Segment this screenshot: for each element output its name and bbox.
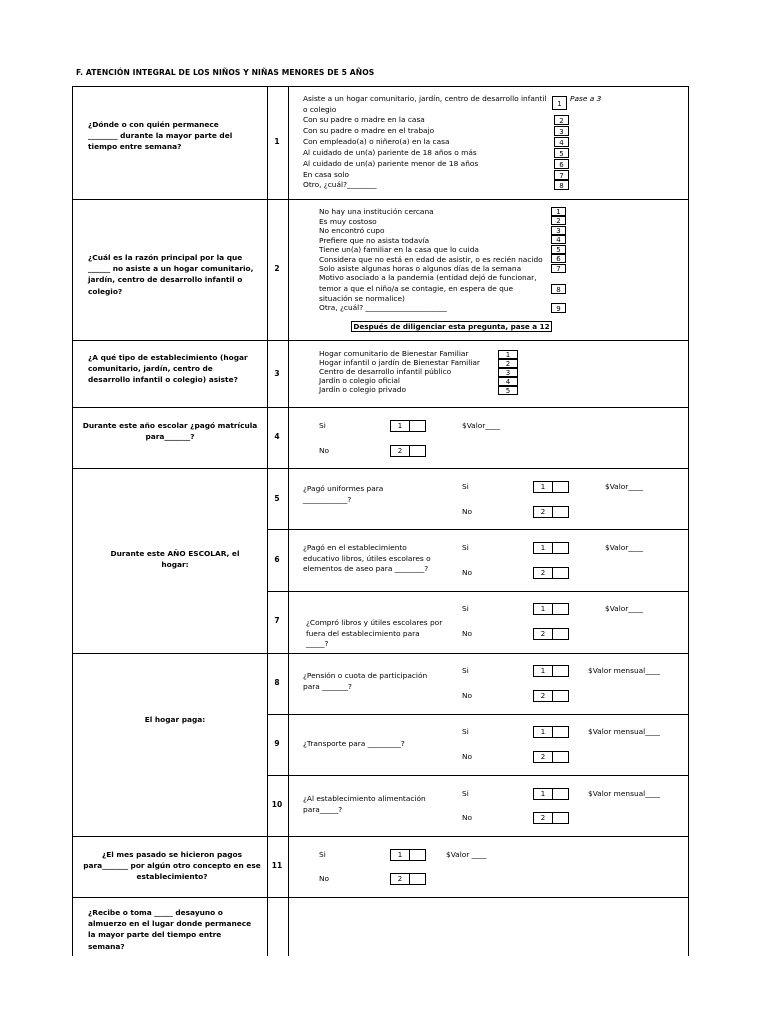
q5-question: ¿Pagó uniformes para ____________? [303, 484, 384, 504]
col-divider-2 [288, 86, 289, 956]
q8-no-label: No [462, 691, 473, 700]
q9-si-box[interactable] [533, 726, 569, 738]
row-line-5 [268, 529, 689, 530]
q6-si-box[interactable] [533, 542, 569, 554]
q1-skip-note: Pase a 3 [570, 94, 602, 103]
q9-si-code: 1 [534, 727, 553, 737]
q10-si-label: Si [462, 789, 469, 798]
q6-no-label: No [462, 568, 473, 577]
q5-no-code: 2 [534, 507, 553, 517]
q1-number: 1 [274, 137, 280, 146]
q2-option-7: Solo asiste algunas horas o algunos días de la semana [319, 264, 522, 273]
q8-no-box[interactable] [533, 690, 569, 702]
q6-si-label: Si [462, 543, 469, 552]
q2-code-1[interactable]: 1 [551, 207, 566, 216]
q3-option-5: Jardín o colegio privado [319, 385, 406, 394]
q11-valor: $Valor ____ [446, 850, 487, 859]
q1-option-3: Con su padre o madre en el trabajo [303, 126, 435, 135]
q7-number: 7 [274, 616, 280, 625]
q10-no-label: No [462, 813, 473, 822]
q2-option-1: No hay una institución cercana [319, 207, 434, 216]
q7-valor: $Valor____ [605, 604, 644, 613]
q11-si-box[interactable] [390, 849, 426, 861]
q3-code-4[interactable]: 4 [498, 377, 518, 386]
q8-question: ¿Pensión o cuota de participación para _______? [303, 671, 428, 691]
q9-si-label: Si [462, 727, 469, 736]
q11-question: ¿El mes pasado se hicieron pagos para_______ por algún otro concepto en ese establecimiento? [83, 850, 261, 882]
q9-no-label: No [462, 752, 473, 761]
q2-code-8[interactable]: 8 [551, 284, 566, 294]
q4-valor: $Valor____ [462, 421, 501, 430]
q1-option-4: Con empleado(a) o niñero(a) en la casa [303, 137, 450, 146]
q8-no-code: 2 [534, 691, 553, 701]
q10-number: 10 [271, 800, 283, 809]
q7-si-label: Si [462, 604, 469, 613]
q2-question: ¿Cuál es la razón principal por la que ______ no asiste a un hogar comunitario, jardín, centro de desarrollo infantil o colegio? [88, 253, 254, 296]
row-line-7 [72, 653, 689, 654]
q2-option-8: Motivo asociado a la pandemia (entidad dejó de funcionar, temor a que el niño/a se contagie, en espera de que situación se normalice) [319, 273, 537, 304]
q11-si-label: Si [319, 850, 326, 859]
q2-code-9[interactable]: 9 [551, 303, 566, 313]
q8-si-code: 1 [534, 666, 553, 676]
q1-option-1: Asiste a un hogar comunitario, jardín, centro de desarrollo infantil o colegio [303, 94, 547, 114]
q4-si-label: Si [319, 421, 326, 430]
q5-no-box[interactable] [533, 506, 569, 518]
q11-number: 11 [271, 861, 283, 870]
group-paga-label: El hogar paga: [144, 715, 206, 724]
row-line-11 [72, 897, 689, 898]
q1-code-4[interactable]: 4 [554, 137, 569, 147]
q4-question: Durante este año escolar ¿pagó matrícula para_______? [82, 421, 258, 442]
q2-code-5[interactable]: 5 [551, 245, 566, 254]
row-line-1 [72, 199, 689, 200]
frame-left [72, 86, 73, 956]
q8-valor: $Valor mensual____ [588, 666, 661, 675]
q1-option-8: Otro, ¿cuál?________ [303, 180, 377, 189]
q8-number: 8 [274, 678, 280, 687]
q2-option-2: Es muy costoso [319, 217, 377, 226]
q10-valor: $Valor mensual____ [588, 789, 661, 798]
q2-skip-banner: Después de diligenciar esta pregunta, pase a 12 [351, 321, 552, 332]
q1-code-2[interactable]: 2 [554, 115, 569, 125]
q2-code-7[interactable]: 7 [551, 264, 566, 273]
q9-valor: $Valor mensual____ [588, 727, 661, 736]
q3-option-2: Hogar infantil o jardín de Bienestar Familiar [319, 358, 480, 367]
q1-code-7[interactable]: 7 [554, 170, 569, 180]
q3-code-5[interactable]: 5 [498, 386, 518, 395]
q4-si-code: 1 [391, 421, 410, 431]
q1-code-1[interactable]: 1 [552, 96, 567, 110]
row-line-top [72, 86, 689, 87]
row-line-3 [72, 407, 689, 408]
row-line-2 [72, 340, 689, 341]
q10-si-code: 1 [534, 789, 553, 799]
q2-number: 2 [274, 264, 280, 273]
q5-valor: $Valor____ [605, 482, 644, 491]
q4-number: 4 [274, 432, 280, 441]
q2-option-6: Considera que no está en edad de asistir, o es recién nacido [319, 255, 543, 264]
q12-question: ¿Recibe o toma _____ desayuno o almuerzo en el lugar donde permanece la mayor parte del tiempo entre semana? [88, 908, 252, 951]
q1-code-6[interactable]: 6 [554, 159, 569, 169]
q11-no-label: No [319, 874, 330, 883]
q2-option-5: Tiene un(a) familiar en la casa que lo cuida [319, 245, 479, 254]
q6-si-code: 1 [534, 543, 553, 553]
q2-code-3[interactable]: 3 [551, 226, 566, 235]
q3-option-3: Centro de desarrollo infantil público [319, 367, 452, 376]
q2-code-6[interactable]: 6 [551, 254, 566, 263]
q2-option-9: Otra, ¿cuál? ______________________ [319, 303, 447, 312]
q4-si-box[interactable] [390, 420, 426, 432]
q4-no-label: No [319, 446, 330, 455]
q4-no-code: 2 [391, 446, 410, 456]
row-line-9 [268, 775, 689, 776]
col-divider-1 [267, 86, 268, 956]
row-line-6 [268, 591, 689, 592]
q10-si-box[interactable] [533, 788, 569, 800]
row-line-4 [72, 468, 689, 469]
q1-option-6: Al cuidado de un(a) pariente menor de 18 años [303, 159, 479, 168]
q10-question: ¿Al establecimiento alimentación para_____? [303, 794, 426, 814]
q1-code-8[interactable]: 8 [554, 180, 569, 190]
q3-code-3[interactable]: 3 [498, 368, 518, 377]
q10-no-box[interactable] [533, 812, 569, 824]
row-line-10 [72, 836, 689, 837]
q9-question: ¿Transporte para _________? [303, 739, 405, 748]
q5-si-code: 1 [534, 482, 553, 492]
q6-valor: $Valor____ [605, 543, 644, 552]
q2-option-3: No encontró cupo [319, 226, 385, 235]
q10-no-code: 2 [534, 813, 553, 823]
q11-no-box[interactable] [390, 873, 426, 885]
q5-si-box[interactable] [533, 481, 569, 493]
q3-option-1: Hogar comunitario de Bienestar Familiar [319, 349, 469, 358]
q8-si-box[interactable] [533, 665, 569, 677]
q2-code-4[interactable]: 4 [551, 235, 566, 244]
q1-option-7: En casa solo [303, 170, 349, 179]
q1-option-2: Con su padre o madre en la casa [303, 115, 425, 124]
q1-question: ¿Dónde o con quién permanece ________ durante la mayor parte del tiempo entre semana? [88, 120, 233, 152]
q7-si-code: 1 [534, 604, 553, 614]
q3-code-1[interactable]: 1 [498, 350, 518, 359]
q3-option-4: Jardín o colegio oficial [319, 376, 400, 385]
q9-number: 9 [274, 739, 280, 748]
q5-no-label: No [462, 507, 473, 516]
q7-no-code: 2 [534, 629, 553, 639]
q2-code-2[interactable]: 2 [551, 216, 566, 225]
q1-code-3[interactable]: 3 [554, 126, 569, 136]
row-line-8 [268, 714, 689, 715]
q6-number: 6 [274, 555, 280, 564]
q7-no-label: No [462, 629, 473, 638]
q3-number: 3 [274, 369, 280, 378]
q9-no-box[interactable] [533, 751, 569, 763]
q5-number: 5 [274, 494, 280, 503]
q1-option-5: Al cuidado de un(a) pariente de 18 años o más [303, 148, 477, 157]
section-title: F. ATENCIÓN INTEGRAL DE LOS NIÑOS Y NIÑAS MENORES DE 5 AÑOS [76, 68, 375, 77]
q7-no-box[interactable] [533, 628, 569, 640]
q2-option-4: Prefiere que no asista todavía [319, 236, 430, 245]
q8-si-label: Si [462, 666, 469, 675]
q3-code-2[interactable]: 2 [498, 359, 518, 368]
q9-no-code: 2 [534, 752, 553, 762]
q5-si-label: Si [462, 482, 469, 491]
q1-code-5[interactable]: 5 [554, 148, 569, 158]
group-escolar-label: Durante este AÑO ESCOLAR, el hogar: [110, 549, 240, 570]
q7-si-box[interactable] [533, 603, 569, 615]
q7-question: ¿Compró libros y útiles escolares por fuera del establecimiento para _____? [306, 618, 443, 649]
q3-question: ¿A qué tipo de establecimiento (hogar comunitario, jardín, centro de desarrollo infantil o colegio) asiste? [88, 353, 248, 385]
frame-right [688, 86, 689, 956]
q11-no-code: 2 [391, 874, 410, 884]
q11-si-code: 1 [391, 850, 410, 860]
q6-no-box[interactable] [533, 567, 569, 579]
q4-no-box[interactable] [390, 445, 426, 457]
q6-no-code: 2 [534, 568, 553, 578]
q6-question: ¿Pagó en el establecimiento educativo libros, útiles escolares o elementos de aseo para ________? [303, 543, 431, 574]
